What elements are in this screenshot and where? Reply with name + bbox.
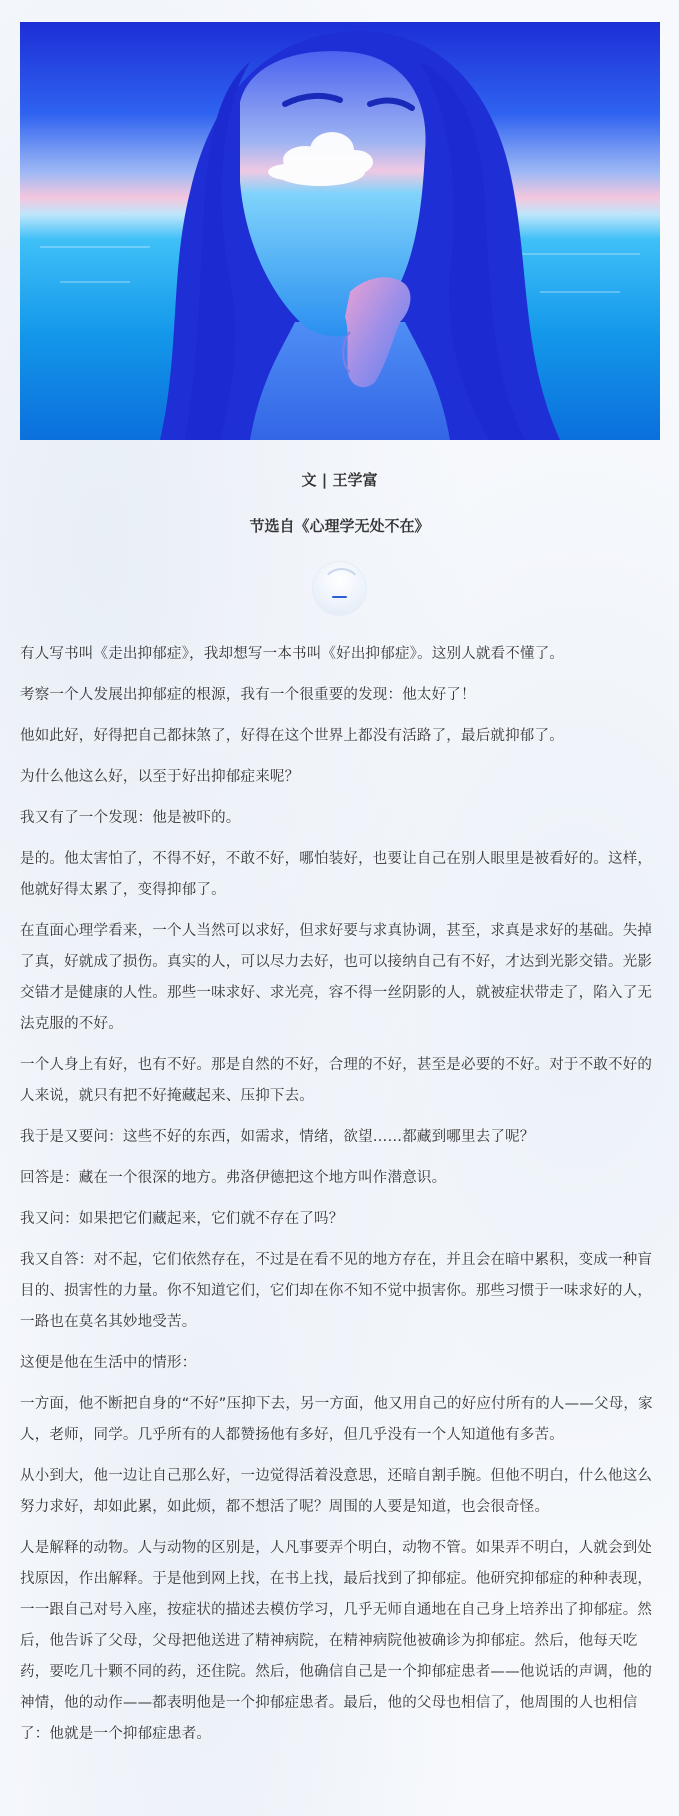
divider-arc: [321, 568, 362, 609]
paragraph: 这便是他在生活中的情形：: [20, 1355, 197, 1371]
divider-bar: [332, 596, 347, 598]
paragraph: 从小到大，他一边让自己那么好，一边觉得活着没意思，还暗自割手腕。但他不明白，什么他这么努力求好，却如此累，如此烦，都不想活了呢？周围的人要是知道，也会很奇怪。: [20, 1468, 653, 1515]
circle-divider-icon: [313, 562, 366, 615]
paragraph: 我又有了一个发现：他是被吓的。: [20, 810, 241, 826]
article-body: [20, 639, 660, 1760]
paragraph: 一方面，他不断把自身的“不好”压抑下去，另一方面，他又用自己的好应付所有的人——父母，家人，老师，同学。几乎所有的人都赞扬他有多好，但几乎没有一个人知道他有多苦。: [20, 1396, 653, 1443]
paragraph: 是的。他太害怕了，不得不好，不敢不好，哪怕装好，也要让自己在别人眼里是被看好的。这样，他就好得太累了，变得抑郁了。: [20, 851, 653, 898]
paragraph: 我又问：如果把它们藏起来，它们就不存在了吗？: [20, 1211, 344, 1227]
paragraph: 我又自答：对不起，它们依然存在，不过是在看不见的地方存在，并且会在暗中累积，变成一种盲目的、损害性的力量。你不知道它们，它们却在你不知不觉中损害你。那些习惯于一味求好的人，一路也在莫名其妙地受苦。: [20, 1252, 653, 1330]
hero-illustration: [20, 22, 660, 440]
paragraph: 他如此好，好得把自己都抹煞了，好得在这个世界上都没有活路了，最后就抑郁了。: [20, 728, 564, 744]
paragraph: 在直面心理学看来，一个人当然可以求好，但求好要与求真协调，甚至，求真是求好的基础。失掉了真，好就成了损伤。真实的人，可以尽力去好，也可以接纳自己有不好，才达到光影交错。光影交错才是健康的人性。那些一味求好、求光亮，容不得一丝阴影的人，就被症状带走了，陷入了无法克服的不好。: [20, 923, 653, 1032]
paragraph: 人是解释的动物。人与动物的区别是，人凡事要弄个明白，动物不管。如果弄不明白，人就会到处找原因，作出解释。于是他到网上找，在书上找，最后找到了抑郁症。他研究抑郁症的种种表现，一一跟自己对号入座，按症状的描述去模仿学习，几乎无师自通地在自己身上培养出了抑郁症。然后，他告诉了父母，父母把他送进了精神病院，在精神病院他被确诊为抑郁症。然后，他每天吃药，要吃几十颗不同的药，还住院。然后，他确信自己是一个抑郁症患者——他说话的声调，他的神情，他的动作——都表明他是一个抑郁症患者。最后，他的父母也相信了，他周围的人也相信了：他就是一个抑郁症患者。: [20, 1540, 653, 1742]
paragraph: 为什么他这么好，以至于好出抑郁症来呢？: [20, 769, 300, 785]
paragraph: 考察一个人发展出抑郁症的根源，我有一个很重要的发现：他太好了！: [20, 687, 476, 703]
paragraph: 我于是又要问：这些不好的东西，如需求，情绪，欲望……都藏到哪里去了呢？: [20, 1129, 535, 1145]
author-line: 文 | 王学富: [301, 471, 378, 489]
paragraph: 回答是：藏在一个很深的地方。弗洛伊德把这个地方叫作潜意识。: [20, 1170, 447, 1186]
paragraph: 一个人身上有好，也有不好。那是自然的不好，合理的不好，甚至是必要的不好。对于不敢不好的人来说，就只有把不好掩藏起来、压抑下去。: [20, 1057, 653, 1104]
paragraph: 有人写书叫《走出抑郁症》，我却想写一本书叫《好出抑郁症》。这别人就看不懂了。: [20, 646, 565, 662]
source-line: 节选自《心理学无处不在》: [249, 517, 430, 535]
